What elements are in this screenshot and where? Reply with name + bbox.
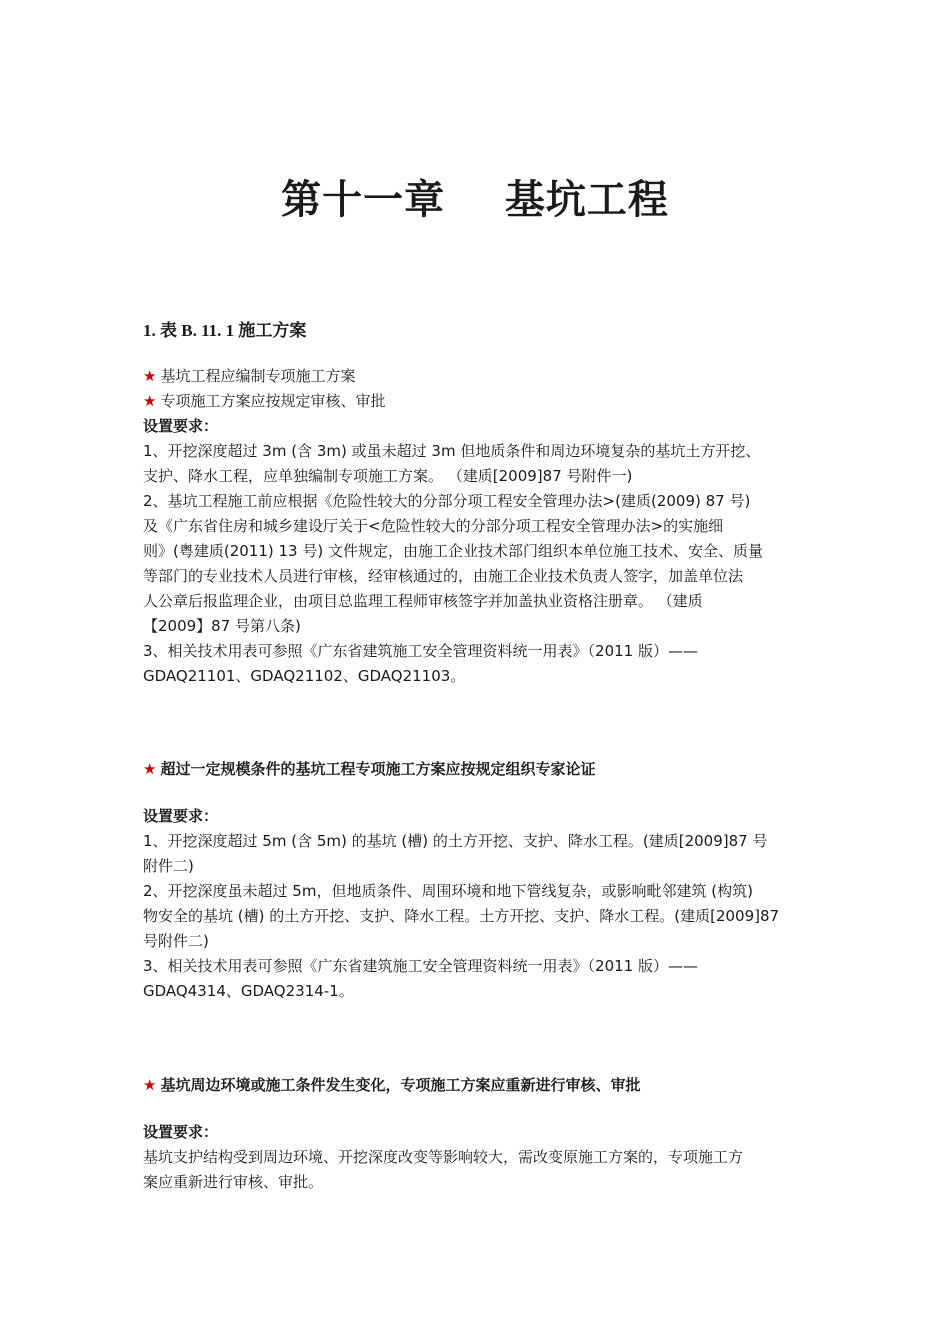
body-line: 附件二): [143, 857, 194, 875]
body-line: 人公章后报监理企业，由项目总监理工程师审核签字并加盖执业资格注册章。 （建质: [143, 592, 703, 610]
body-line: 支护、降水工程，应单独编制专项施工方案。 （建质[2009]87 号附件一): [143, 467, 633, 485]
star-icon: ★: [143, 392, 157, 410]
star-icon: ★: [143, 760, 157, 778]
star-icon: ★: [143, 1076, 157, 1094]
body-line: 物安全的基坑 (槽) 的土方开挖、支护、降水工程。土方开挖、支护、降水工程。(建质[2009]87: [143, 907, 780, 925]
requirements-label: 设置要求：: [143, 807, 219, 825]
body-line: 1、开挖深度超过 5m (含 5m) 的基坑 (槽) 的土方开挖、支护、降水工程。(建质[2009]87 号: [143, 832, 768, 850]
requirements-label: 设置要求：: [143, 417, 219, 435]
body-line: 则》(粤建质(2011) 13 号) 文件规定，由施工企业技术部门组织本单位施工技术、安全、质量: [143, 542, 763, 560]
body-line: 3、相关技术用表可参照《广东省建筑施工安全管理资料统一用表》（2011 版）——: [143, 957, 698, 975]
body-line: 2、基坑工程施工前应根据《危险性较大的分部分项工程安全管理办法>(建质(2009) 87 号): [143, 492, 751, 510]
section-block-1: [143, 364, 811, 689]
body-line: 等部门的专业技术人员进行审核，经审核通过的，由施工企业技术负责人签字，加盖单位法: [143, 567, 744, 585]
requirements-label: 设置要求：: [143, 1123, 219, 1141]
body-line: GDAQ21101、GDAQ21102、GDAQ21103。: [143, 667, 466, 685]
section-block-3: [143, 1073, 811, 1195]
list-item: ★ 专项施工方案应按规定审核、审批: [143, 392, 386, 410]
block-heading: ★ 超过一定规模条件的基坑工程专项施工方案应按规定组织专家论证: [143, 760, 596, 778]
list-item: ★ 基坑工程应编制专项施工方案: [143, 367, 356, 385]
section-heading: 1. 表 B. 11. 1 施工方案: [143, 321, 307, 340]
body-line: 【2009】87 号第八条): [143, 617, 301, 635]
body-line: GDAQ4314、GDAQ2314-1。: [143, 982, 354, 1000]
body-line: 2、开挖深度虽未超过 5m，但地质条件、周围环境和地下管线复杂，或影响毗邻建筑 (构筑): [143, 882, 753, 900]
body-line: 号附件二): [143, 932, 209, 950]
section-block-2: [143, 757, 811, 1004]
body-line: 及《广东省住房和城乡建设厅关于<危险性较大的分部分项工程安全管理办法>的实施细: [143, 517, 724, 535]
body-line: 基坑支护结构受到周边环境、开挖深度改变等影响较大，需改变原施工方案的，专项施工方: [143, 1148, 744, 1166]
body-line: 3、相关技术用表可参照《广东省建筑施工安全管理资料统一用表》（2011 版）——: [143, 642, 698, 660]
star-icon: ★: [143, 367, 157, 385]
body-line: 案应重新进行审核、审批。: [143, 1173, 324, 1191]
block-heading: ★ 基坑周边环境或施工条件发生变化，专项施工方案应重新进行审核、审批: [143, 1076, 641, 1094]
chapter-title: 第十一章 基坑工程: [281, 176, 669, 223]
body-line: 1、开挖深度超过 3m (含 3m) 或虽未超过 3m 但地质条件和周边环境复杂的基坑土方开挖、: [143, 442, 761, 460]
